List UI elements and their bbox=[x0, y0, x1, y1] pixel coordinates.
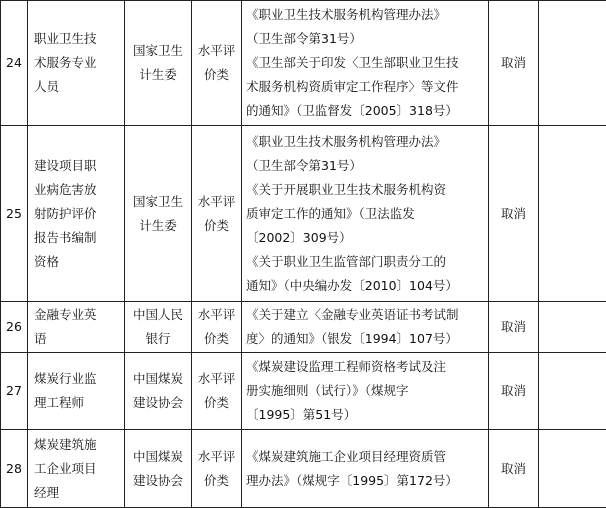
department: 中国人民 银行 bbox=[125, 302, 192, 353]
qualification-name: 建设项目职 业病危害放 射防护评价 报告书编制 资格 bbox=[28, 126, 125, 302]
category: 水平评 价类 bbox=[192, 430, 242, 508]
row-number: 26 bbox=[1, 302, 28, 353]
action: 取消 bbox=[489, 430, 539, 508]
category: 水平评 价类 bbox=[192, 302, 242, 353]
legal-basis: 《职业卫生技术服务机构管理办法》 （卫生部令第31号） 《卫生部关于印发〈卫生部职业卫生技 术服务机构资质审定工作程序〉等文件 的通知》（卫监督发〔2005〕318号） bbox=[242, 1, 489, 126]
department: 中国煤炭 建设协会 bbox=[125, 353, 192, 430]
remarks-cell bbox=[539, 126, 606, 302]
row-number: 27 bbox=[1, 353, 28, 430]
legal-basis: 《职业卫生技术服务机构管理办法》 （卫生部令第31号） 《关于开展职业卫生技术服务机构资 质审定工作的通知》（卫法监发 〔2002〕309号） 《关于职业卫生监管部门职责分工的 通知》（中央编办发〔2010〕104号） bbox=[242, 126, 489, 302]
action: 取消 bbox=[489, 126, 539, 302]
table-row bbox=[1, 1, 606, 126]
qualification-name: 金融专业英 语 bbox=[28, 302, 125, 353]
legal-basis: 《关于建立〈金融专业英语证书考试制 度〉的通知》（银发〔1994〕107号） bbox=[242, 302, 489, 353]
legal-basis: 《煤炭建设监理工程师资格考试及注 册实施细则（试行）》（煤规字 〔1995〕第51号） bbox=[242, 353, 489, 430]
qualification-name: 职业卫生技 术服务专业 人员 bbox=[28, 1, 125, 126]
qualification-name: 煤炭行业监 理工程师 bbox=[28, 353, 125, 430]
action: 取消 bbox=[489, 1, 539, 126]
qualification-name: 煤炭建筑施 工企业项目 经理 bbox=[28, 430, 125, 508]
table-row bbox=[1, 126, 606, 302]
category: 水平评 价类 bbox=[192, 126, 242, 302]
action: 取消 bbox=[489, 353, 539, 430]
action: 取消 bbox=[489, 302, 539, 353]
remarks-cell bbox=[539, 353, 606, 430]
department: 国家卫生 计生委 bbox=[125, 126, 192, 302]
remarks-cell bbox=[539, 1, 606, 126]
remarks-cell bbox=[539, 302, 606, 353]
category: 水平评 价类 bbox=[192, 1, 242, 126]
category: 水平评 价类 bbox=[192, 353, 242, 430]
row-number: 25 bbox=[1, 126, 28, 302]
row-number: 28 bbox=[1, 430, 28, 508]
legal-basis: 《煤炭建筑施工企业项目经理资质管 理办法》（煤规字〔1995〕第172号） bbox=[242, 430, 489, 508]
table-row bbox=[1, 430, 606, 508]
row-number: 24 bbox=[1, 1, 28, 126]
table-row bbox=[1, 353, 606, 430]
remarks-cell bbox=[539, 430, 606, 508]
table-row bbox=[1, 302, 606, 353]
department: 中国煤炭 建设协会 bbox=[125, 430, 192, 508]
department: 国家卫生 计生委 bbox=[125, 1, 192, 126]
